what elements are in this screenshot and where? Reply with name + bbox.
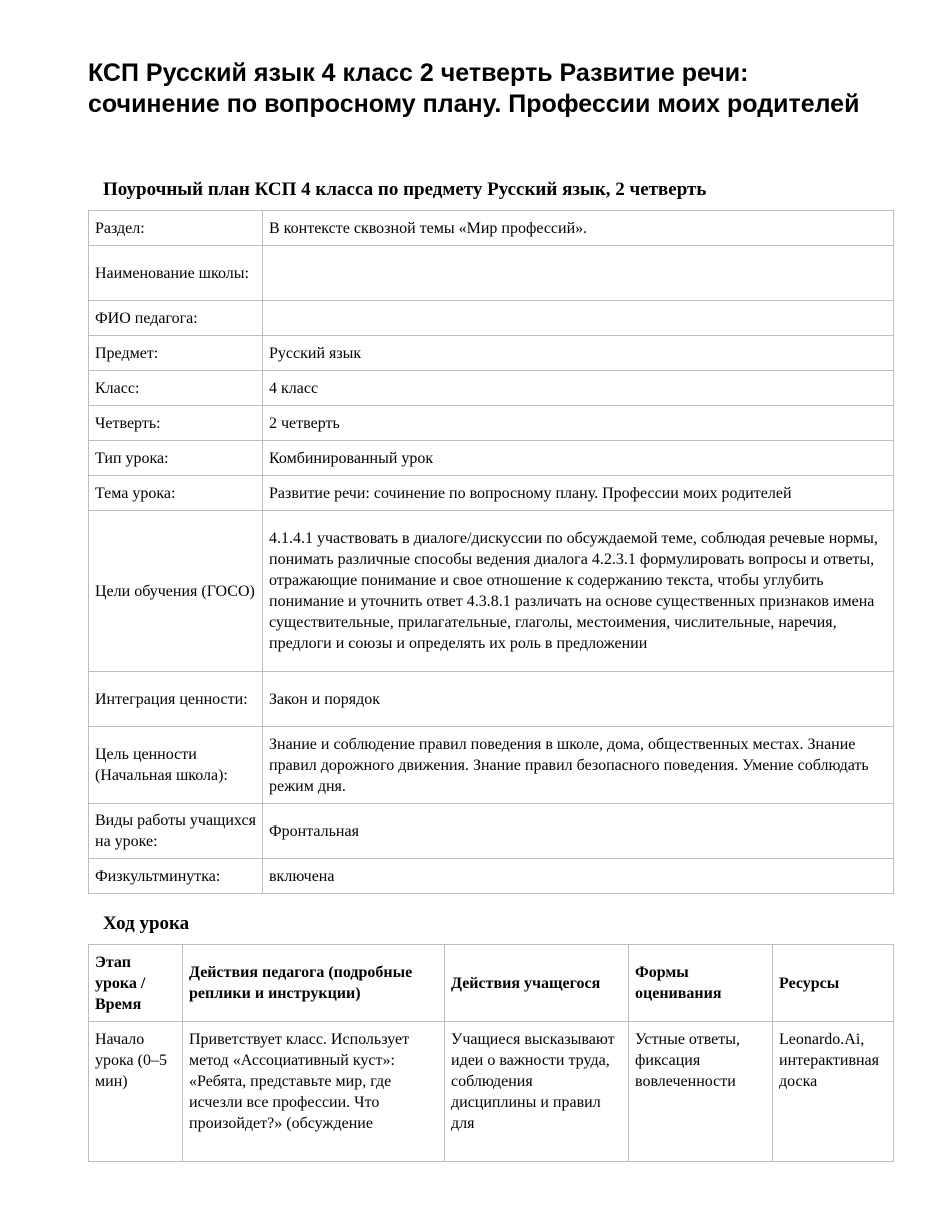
header-teacher-actions: Действия педагога (подробные реплики и инструкции) xyxy=(183,945,445,1022)
plan-heading: Поурочный план КСП 4 класса по предмету Русский язык, 2 четверть xyxy=(103,179,707,200)
table-row xyxy=(89,371,894,406)
row-value-subject: Русский язык xyxy=(263,336,894,371)
table-row xyxy=(89,859,894,894)
table-row xyxy=(89,211,894,246)
row-value-grade: 4 класс xyxy=(263,371,894,406)
cell-assessment: Устные ответы, фиксация вовлеченности xyxy=(629,1022,773,1162)
header-student-actions: Действия учащегося xyxy=(445,945,629,1022)
row-value-value-goal: Знание и соблюдение правил поведения в школе, дома, общественных местах. Знание правил дорожного движения. Знание правил безопасного поведения. Умение соблюдать режим дня. xyxy=(263,727,894,804)
header-assessment: Формы оценивания xyxy=(629,945,773,1022)
header-stage: Этап урока / Время xyxy=(89,945,183,1022)
row-label-physical-break: Физкультминутка: xyxy=(89,859,263,894)
row-value-section: В контексте сквозной темы «Мир профессий». xyxy=(263,211,894,246)
table-row xyxy=(89,804,894,859)
row-label-grade: Класс: xyxy=(89,371,263,406)
row-label-lesson-type: Тип урока: xyxy=(89,441,263,476)
cell-stage: Начало урока (0–5 мин) xyxy=(89,1022,183,1162)
table-header-row xyxy=(89,945,894,1022)
lesson-plan-table xyxy=(88,210,894,894)
table-row xyxy=(89,301,894,336)
page-title: КСП Русский язык 4 класс 2 четверть Развитие речи: сочинение по вопросному плану. Профессии моих родителей xyxy=(88,59,860,118)
row-value-quarter: 2 четверть xyxy=(263,406,894,441)
row-value-work-types: Фронтальная xyxy=(263,804,894,859)
cell-teacher-actions: Приветствует класс. Использует метод «Ассоциативный куст»: «Ребята, представьте мир, где исчезли все профессии. Что произойдет?» (обсуждение xyxy=(183,1022,445,1162)
row-label-learning-goals: Цели обучения (ГОСО) xyxy=(89,511,263,672)
table-row xyxy=(89,672,894,727)
table-row xyxy=(89,727,894,804)
row-value-physical-break: включена xyxy=(263,859,894,894)
row-label-value-goal: Цель ценности (Начальная школа): xyxy=(89,727,263,804)
table-row xyxy=(89,246,894,301)
table-row xyxy=(89,406,894,441)
row-label-work-types: Виды работы учащихся на уроке: xyxy=(89,804,263,859)
table-row xyxy=(89,476,894,511)
table-row xyxy=(89,511,894,672)
lesson-course-table xyxy=(88,944,894,1162)
row-value-value-integration: Закон и порядок xyxy=(263,672,894,727)
table-row xyxy=(89,441,894,476)
cell-resources: Leonardo.Ai, интерактивная доска xyxy=(773,1022,894,1162)
row-label-teacher: ФИО педагога: xyxy=(89,301,263,336)
table-row xyxy=(89,336,894,371)
course-heading: Ход урока xyxy=(103,913,190,934)
header-resources: Ресурсы xyxy=(773,945,894,1022)
cell-student-actions: Учащиеся высказывают идеи о важности труда, соблюдения дисциплины и правил для xyxy=(445,1022,629,1162)
row-value-lesson-topic: Развитие речи: сочинение по вопросному плану. Профессии моих родителей xyxy=(263,476,894,511)
row-value-teacher xyxy=(263,301,894,336)
row-label-value-integration: Интеграция ценности: xyxy=(89,672,263,727)
table-row xyxy=(89,1022,894,1162)
row-value-learning-goals: 4.1.4.1 участвовать в диалоге/дискуссии по обсуждаемой теме, соблюдая речевые нормы, понимать различные способы ведения диалога 4.2.3.1 формулировать вопросы и ответы, отражающие понимание и свое отношение к содержанию текста, чтобы углубить понимание и уточнить ответ 4.3.8.1 различать на основе существенных признаков имена существительные, прилагательные, глаголы, местоимения, числительные, наречия, предлоги и союзы и определять их роль в предложении xyxy=(263,511,894,672)
row-label-lesson-topic: Тема урока: xyxy=(89,476,263,511)
row-label-section: Раздел: xyxy=(89,211,263,246)
row-label-quarter: Четверть: xyxy=(89,406,263,441)
row-value-school xyxy=(263,246,894,301)
row-label-school: Наименование школы: xyxy=(89,246,263,301)
row-value-lesson-type: Комбинированный урок xyxy=(263,441,894,476)
row-label-subject: Предмет: xyxy=(89,336,263,371)
